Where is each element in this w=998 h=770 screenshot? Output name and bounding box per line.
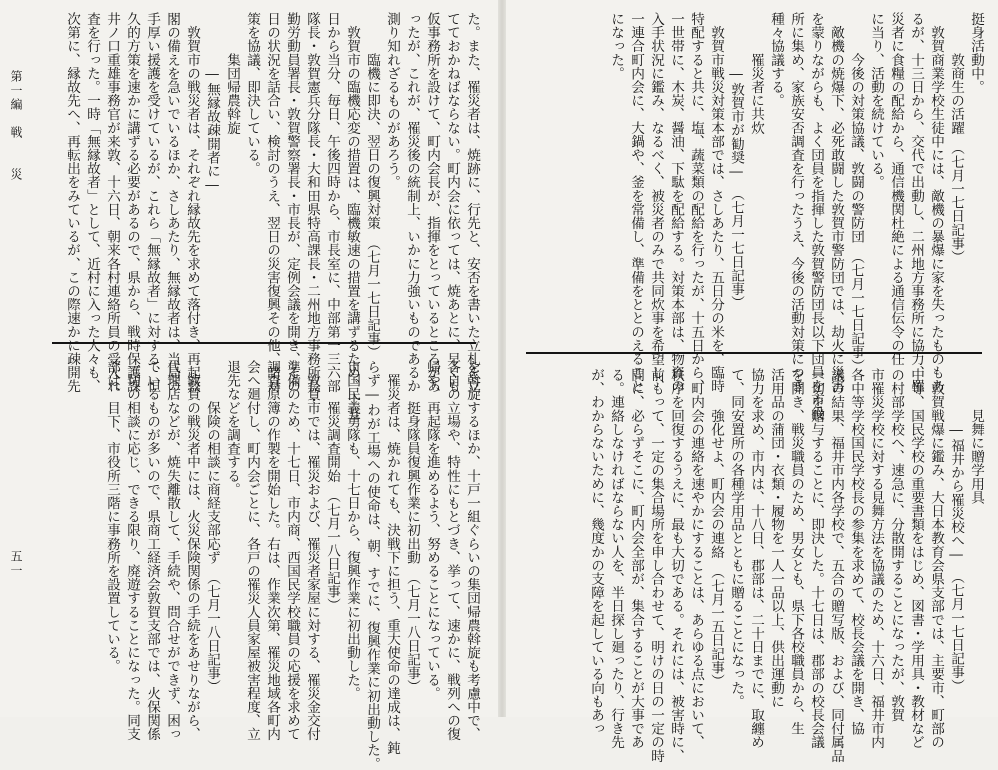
right-bottom-text: 見舞に贈学用具 ―福井から罹災校へ― （七月一七日記事） 敦賀戦爆に鑑み、大日本教育会県支部では、主要市、町部の 中等、国民学校の重要書類をはじめ、図書・学用具・教材など の村部学校へ、速急に、分散開することになったが、敦賀 市罹災学校に対する見舞方法を協議のため、十六日、福井市内 各中等学校国民学校長の参集を求めて、校長会議を開き、協 議の結果、福井市内各学校で、五合の贈写版、および、同付属品 一切を贈与することに、即決した。十七日は、郡部の校長会議 を開き、戦災職員のため、男女とも、県下各校職員から、生 活用品の蒲団・衣類・履物を一人一品以上、供出運動に 協力を求め、市内は、十八日、郡部は、二十日までに、取纏め て、同安置所の各種学用品とともに贈ることになった。 強化せよ、町内会の連絡 （七月一五日記事） 町内会の連絡を速やかにすることは、あらゆる点において、 秩序を回復するうえに、最も大切である。それには、被害時に、 前もって、一定の集合場所を申し合わせて、明けの日の一定の時 間に、必らずそこに、町内会全部が、集合することが大事であ る。連絡しなければならない人を、半日探し廻ったり、行き先 が、わからないために、幾度かの支障を起している向もあっ: [588, 368, 984, 763]
left-top-text: た。また、罹災者は、焼跡に、行先と、安否を書いた立札を立 てておかねばならない。町内会に依っては、焼あとに、早くも 仮事務所を設けて、町内会長が、指揮をとっているところがあ ったが、これが、罹災後の統制上、いかに力強いものであるか 測り知れざるものがあろう。 臨機に即決、翌日の復興対策 （七月一七日記事） 敦賀市の臨機応変の措置は、臨機敏速の措置を講ずるため、十五 日から当分、毎日、午後四時から、市長室に、中部第一三六部 隊長・敦賀憲兵分隊長・大和田県特高課長・二州地方事務所長・ 勤労動員署長・敦賀警察署長・市長が、定例会議を開き、その 日の状況を話合い、検討のうえ、翌日の災害復興その他、諸対 策を協議、即決している。 集団帰農斡旋 ―無縁故疎開者に― 敦賀市の戦災者は、それぞれ縁故先を求めて落付き、再起敦 閣の備えを急いでいるほか、さしあたり、無縁故者は、当局の 手厚い援護を受けているが、これら「無縁故者」に対する、恒 久的方策を速かに講ずる必要があるので、県から、戦時保護課 井ノ口重雄事務官が来敦、十六日、朝来各村連絡所員の受入れ 査を行った。一時「無縁故者」として、近村に入った人々も、 次第に、縁故先へ、再転出をみているが、この際速かに疎開先: [64, 12, 480, 420]
left-bottom-text: を斡旋するほか、十戸一組ぐらいの集団帰農斡旋も考慮中で、 各自の立場や、特性にもとづき、挙って、速かに、戦列への復 帰や、再起隊を進めるよう、努めることになっている。 挺身隊員復興作業に初出動 （七月一八日記事） 罹災者は、焼かれても、決戦下に担う、重大使命の達成は、鈍 らず―わが工場への使命は、朝、すでに、復興作業に初出動した。 市国民義勇隊も、十七日から、復興作業に初出動した。 罹災調査開始 （七月一八日記事） 敦賀市では、罹災および、罹災者家屋に対する、罹災金交付 準備のため、十七日、市内商、西国民学校職員の応援を求めて 調査原簿の作製を開始した。右は、作業次第、罹災地域各町内 会へ廻付し、町内会ごとに、各戸の罹災人員家屋被害程度、立 退先などを調査する。 保険の相談に商経支部応ず （七月一八日記事） 敦賀の戦災者中には、火災保険関係の手続をあせりながら、 代理店などが、焼失離散して、手続や、問合せができず、困っ ているものが多いので、県商工経済会敦賀支部では、火保関係 一切の相談に応じ、できる限り、廃遊することになった。同支 部は、目下、市役所三階に事務所を設置している。: [104, 360, 480, 770]
page-number: 五一: [9, 550, 23, 578]
right-rule: [526, 352, 982, 354]
right-top-text: 挺身活動中。 敦商生の活躍 （七月一七日記事） 敦賀商業学校生徒中には、敵機の暴爆に家を失ったものもあ るが、十三日から、交代で出動し、二州地方事務所に協力、罹 災者に食糧の配給から、通信機関杜絶による通信伝令の任 に当り、活動を続けている。 今後の対策協議、敦闘の警防団 （七月一七日記事） 敵機の焼爆下、必死敢闘した敦賀市警防団では、劫火に災害 を蒙りながらも、よく団員を指揮した敦賀警防団長以下団員を市役 所に集め、家族安否調査を行ったうえ、今後の活動対策につき 種々協議する。 罹災者に共炊 ―敦賀市が勧奨― （七月一七日記事） 敦賀市戦災対策本部では、さしあたり、五日分の米を、臨時 特配すると共に、塩、蔬菜類の配給を行ったが、十五日から、 一世帯に、木炭、醤油、下駄を配給する。対策本部は、物資の 入手状況に鑑み、なるべく、被災者のみで共同炊事を希望し、 一連合町内会に、大鍋や、釜を常備し、準備をととのえること になった。: [608, 12, 984, 420]
chapter-label: 第一編 戦 災: [9, 70, 23, 182]
left-page: [0, 0, 498, 770]
right-page: [506, 0, 998, 763]
left-rule: [52, 342, 476, 344]
page-gutter: [498, 0, 506, 717]
